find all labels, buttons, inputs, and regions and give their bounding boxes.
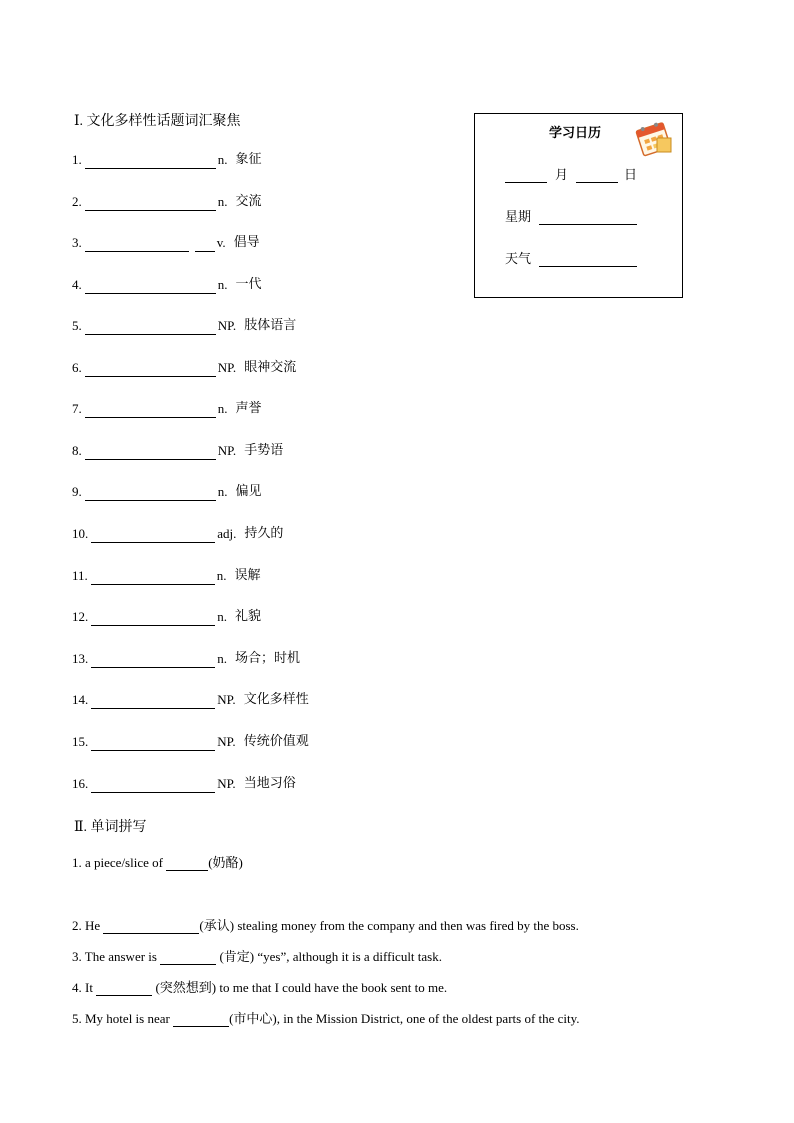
item-number: 2. [72, 194, 82, 209]
vocab-item [72, 775, 296, 793]
chinese-meaning: 眼神交流 [244, 360, 297, 375]
vocab-item [72, 650, 300, 668]
vocab-item [72, 525, 283, 543]
answer-blank[interactable] [103, 919, 199, 934]
item-number: 4. [72, 277, 82, 292]
weather-blank[interactable] [539, 252, 637, 267]
item-number: 3. [72, 235, 82, 250]
sentence-start: 2. He [72, 918, 104, 933]
weekday-label: 星期 [505, 209, 532, 224]
answer-blank[interactable] [91, 736, 215, 751]
vocab-item [72, 234, 260, 252]
section-1-title: Ⅰ. 文化多样性话题词汇聚焦 [74, 114, 241, 129]
chinese-meaning: 误解 [234, 568, 261, 583]
calendar-date-row [505, 164, 637, 183]
answer-blank[interactable] [91, 694, 215, 709]
vocab-item [72, 691, 309, 709]
chinese-meaning: 传统价值观 [243, 734, 309, 749]
item-number: 5. [72, 318, 82, 333]
vocab-item [72, 359, 296, 377]
vocab-item [72, 733, 309, 751]
chinese-meaning: 当地习俗 [243, 776, 296, 791]
answer-blank[interactable] [85, 196, 216, 211]
vocab-item [72, 442, 283, 460]
sentence-end: (市中心), in the Mission District, one of the oldest parts of the city. [229, 1011, 580, 1026]
study-calendar [474, 113, 683, 298]
item-number: 7. [72, 401, 82, 416]
section-2-title: Ⅱ. 单词拼写 [74, 820, 147, 835]
part-of-speech: NP. [217, 318, 237, 333]
part-of-speech: n. [217, 401, 228, 416]
vocab-item [72, 193, 262, 211]
spelling-item [72, 852, 243, 871]
sentence-start: 4. It [72, 980, 97, 995]
vocab-item [72, 317, 296, 335]
answer-blank[interactable] [91, 611, 215, 626]
chinese-meaning: 象征 [235, 152, 262, 167]
part-of-speech: adj. [217, 526, 237, 541]
answer-blank[interactable] [85, 403, 216, 418]
spelling-item [72, 915, 579, 934]
answer-blank[interactable] [96, 981, 152, 996]
month-label: 月 [555, 167, 569, 182]
chinese-meaning: 文化多样性 [243, 692, 309, 707]
calendar-icon [633, 118, 675, 158]
answer-blank[interactable] [91, 778, 215, 793]
answer-blank[interactable] [160, 950, 216, 965]
chinese-meaning: 一代 [235, 277, 262, 292]
item-number: 12. [72, 609, 89, 624]
answer-blank[interactable] [85, 486, 216, 501]
chinese-meaning: 肢体语言 [244, 318, 297, 333]
vocab-item [72, 483, 262, 501]
answer-blank[interactable] [91, 528, 215, 543]
answer-blank[interactable] [85, 154, 216, 169]
chinese-meaning: 偏见 [235, 484, 262, 499]
sentence-end: (承认) stealing money from the company and then was fired by the boss. [199, 918, 579, 933]
chinese-meaning: 礼貌 [235, 609, 262, 624]
part-of-speech: n. [217, 194, 228, 209]
calendar-weekday-row [505, 206, 637, 225]
item-number: 15. [72, 734, 89, 749]
part-of-speech: n. [216, 568, 227, 583]
vocab-item [72, 151, 262, 169]
weekday-blank[interactable] [539, 210, 637, 225]
vocab-item [72, 276, 262, 294]
sentence-start: 1. a piece/slice of [72, 855, 167, 870]
answer-blank[interactable] [195, 237, 215, 252]
answer-blank[interactable] [91, 570, 215, 585]
item-number: 14. [72, 692, 89, 707]
answer-blank[interactable] [173, 1012, 229, 1027]
calendar-weather-row [505, 248, 637, 267]
spelling-item [72, 977, 447, 996]
vocab-item [72, 400, 262, 418]
chinese-meaning: 持久的 [244, 526, 284, 541]
sentence-end: (突然想到) to me that I could have the book sent to me. [152, 980, 448, 995]
vocab-item [72, 567, 261, 585]
part-of-speech: NP. [217, 360, 237, 375]
weather-label: 天气 [505, 251, 532, 266]
part-of-speech: NP. [217, 776, 236, 791]
calendar-title: 学习日历 [549, 126, 602, 141]
spelling-item [72, 1008, 580, 1027]
answer-blank[interactable] [85, 362, 216, 377]
answer-blank[interactable] [85, 445, 216, 460]
chinese-meaning: 声誉 [235, 401, 262, 416]
part-of-speech: NP. [217, 443, 237, 458]
sentence-start: 3. The answer is [72, 949, 161, 964]
part-of-speech: NP. [217, 734, 236, 749]
sentence-end: (奶酪) [208, 855, 243, 870]
item-number: 16. [72, 776, 89, 791]
item-number: 10. [72, 526, 89, 541]
chinese-meaning: 倡导 [233, 235, 260, 250]
part-of-speech: v. [216, 235, 226, 250]
day-blank[interactable] [576, 168, 618, 183]
item-number: 9. [72, 484, 82, 499]
answer-blank[interactable] [166, 856, 208, 871]
spelling-item [72, 946, 442, 965]
item-number: 11. [72, 568, 88, 583]
month-blank[interactable] [505, 168, 547, 183]
part-of-speech: NP. [217, 692, 236, 707]
answer-blank[interactable] [85, 320, 216, 335]
part-of-speech: n. [217, 484, 228, 499]
answer-blank[interactable] [85, 279, 216, 294]
item-number: 1. [72, 152, 82, 167]
sentence-start: 5. My hotel is near [72, 1011, 174, 1026]
part-of-speech: n. [217, 651, 227, 666]
chinese-meaning: 场合；时机 [235, 651, 301, 666]
part-of-speech: n. [217, 152, 228, 167]
item-number: 13. [72, 651, 89, 666]
day-label: 日 [624, 167, 638, 182]
answer-blank[interactable] [91, 653, 215, 668]
part-of-speech: n. [217, 277, 228, 292]
item-number: 8. [72, 443, 82, 458]
chinese-meaning: 交流 [235, 194, 262, 209]
item-number: 6. [72, 360, 82, 375]
sentence-end: (肯定) “yes”, although it is a difficult task. [216, 949, 442, 964]
vocab-item [72, 608, 261, 626]
chinese-meaning: 手势语 [244, 443, 284, 458]
answer-blank[interactable] [85, 237, 189, 252]
part-of-speech: n. [217, 609, 227, 624]
